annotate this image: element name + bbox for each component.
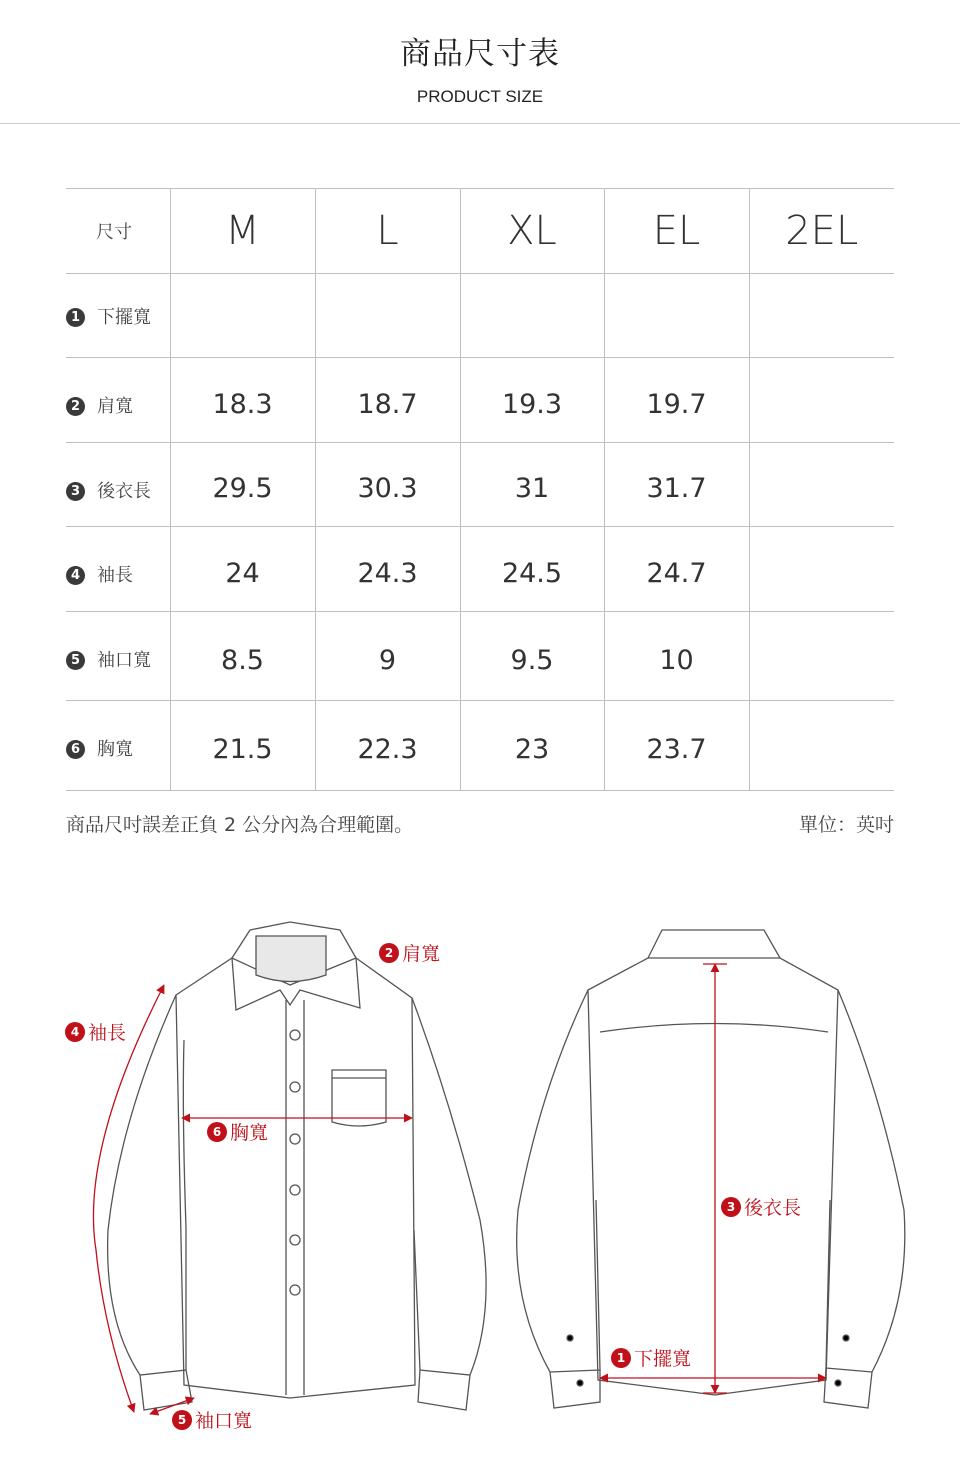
table-row bbox=[66, 358, 894, 443]
row-label-chest bbox=[66, 701, 170, 791]
size-header-row bbox=[66, 189, 894, 274]
table-cell: 21.5 bbox=[170, 701, 315, 791]
unit-label: 單位：英吋 bbox=[798, 814, 894, 836]
table-cell: 19.3 bbox=[460, 358, 604, 443]
row-label-back-length bbox=[66, 443, 170, 527]
table-cell bbox=[749, 527, 894, 612]
row-label-shoulder bbox=[66, 358, 170, 443]
table-cell: 8.5 bbox=[170, 612, 315, 701]
row-label-hem bbox=[66, 274, 170, 358]
size-header-m: M bbox=[170, 189, 315, 274]
table-cell: 24.7 bbox=[604, 527, 749, 612]
row-label-text: 肩寬 bbox=[97, 396, 133, 417]
svg-text:袖口寬: 袖口寬 bbox=[195, 1410, 253, 1432]
row-number: 4 bbox=[66, 566, 85, 585]
table-cell: 31.7 bbox=[604, 443, 749, 527]
row-label-text: 下擺寬 bbox=[97, 306, 151, 328]
label-back-length bbox=[721, 1197, 801, 1219]
table-cell bbox=[604, 274, 749, 358]
table-cell bbox=[315, 274, 460, 358]
label-cuff bbox=[172, 1410, 252, 1432]
table-cell: 18.3 bbox=[170, 358, 315, 443]
svg-text:4: 4 bbox=[70, 1025, 80, 1039]
tolerance-note: 商品尺吋誤差正負 2 公分內為合理範圍。 bbox=[66, 814, 414, 836]
corner-label: 尺寸 bbox=[66, 189, 170, 274]
row-number: 2 bbox=[66, 397, 85, 416]
table-cell bbox=[749, 443, 894, 527]
shirt-diagram bbox=[0, 900, 960, 1455]
page-subtitle: PRODUCT SIZE bbox=[416, 87, 544, 106]
table-row bbox=[66, 527, 894, 612]
svg-text:胸寬: 胸寬 bbox=[230, 1122, 269, 1144]
measurement-lines bbox=[93, 964, 826, 1414]
label-shoulder bbox=[379, 943, 440, 965]
table-cell: 19.7 bbox=[604, 358, 749, 443]
table-cell: 10 bbox=[604, 612, 749, 701]
table-cell bbox=[749, 358, 894, 443]
table-cell bbox=[170, 274, 315, 358]
svg-text:下擺寬: 下擺寬 bbox=[634, 1348, 692, 1370]
svg-text:5: 5 bbox=[177, 1413, 187, 1427]
row-label-text: 袖長 bbox=[97, 565, 133, 586]
table-cell: 22.3 bbox=[315, 701, 460, 791]
table-row bbox=[66, 701, 894, 791]
table-cell: 9.5 bbox=[460, 612, 604, 701]
table-cell: 29.5 bbox=[170, 443, 315, 527]
svg-text:袖長: 袖長 bbox=[88, 1022, 127, 1044]
table-cell: 24.3 bbox=[315, 527, 460, 612]
table-row bbox=[66, 612, 894, 701]
size-header-el: EL bbox=[604, 189, 749, 274]
table-cell bbox=[749, 612, 894, 701]
size-table bbox=[66, 188, 894, 791]
svg-text:1: 1 bbox=[616, 1351, 626, 1365]
size-header-l: L bbox=[315, 189, 460, 274]
table-cell: 24.5 bbox=[460, 527, 604, 612]
svg-text:6: 6 bbox=[212, 1125, 222, 1139]
svg-text:3: 3 bbox=[726, 1200, 736, 1214]
row-number: 3 bbox=[66, 482, 85, 501]
table-cell: 18.7 bbox=[315, 358, 460, 443]
svg-text:2: 2 bbox=[384, 946, 394, 960]
row-label-text: 後衣長 bbox=[97, 481, 151, 502]
page-title: 商品尺寸表 bbox=[400, 36, 560, 72]
table-cell: 9 bbox=[315, 612, 460, 701]
table-row bbox=[66, 274, 894, 358]
table-cell bbox=[749, 274, 894, 358]
table-cell: 23 bbox=[460, 701, 604, 791]
row-number: 1 bbox=[66, 308, 85, 327]
back-shirt-illustration bbox=[517, 930, 905, 1408]
table-cell: 31 bbox=[460, 443, 604, 527]
front-shirt-illustration bbox=[108, 922, 486, 1410]
size-header-2el: 2EL bbox=[749, 189, 894, 274]
table-cell bbox=[460, 274, 604, 358]
table-cell: 30.3 bbox=[315, 443, 460, 527]
svg-text:後衣長: 後衣長 bbox=[744, 1197, 802, 1219]
table-cell bbox=[749, 701, 894, 791]
svg-text:肩寬: 肩寬 bbox=[402, 943, 441, 965]
header-divider bbox=[0, 123, 960, 124]
table-cell: 23.7 bbox=[604, 701, 749, 791]
row-label-text: 袖口寬 bbox=[97, 650, 151, 671]
label-chest bbox=[207, 1122, 268, 1144]
row-number: 6 bbox=[66, 740, 85, 759]
label-sleeve bbox=[65, 1022, 126, 1044]
row-label-cuff bbox=[66, 612, 170, 701]
table-row bbox=[66, 443, 894, 527]
row-label-text: 胸寬 bbox=[97, 739, 133, 760]
size-header-xl: XL bbox=[460, 189, 604, 274]
row-label-sleeve bbox=[66, 527, 170, 612]
row-number: 5 bbox=[66, 651, 85, 670]
label-hem bbox=[611, 1348, 691, 1370]
table-cell: 24 bbox=[170, 527, 315, 612]
